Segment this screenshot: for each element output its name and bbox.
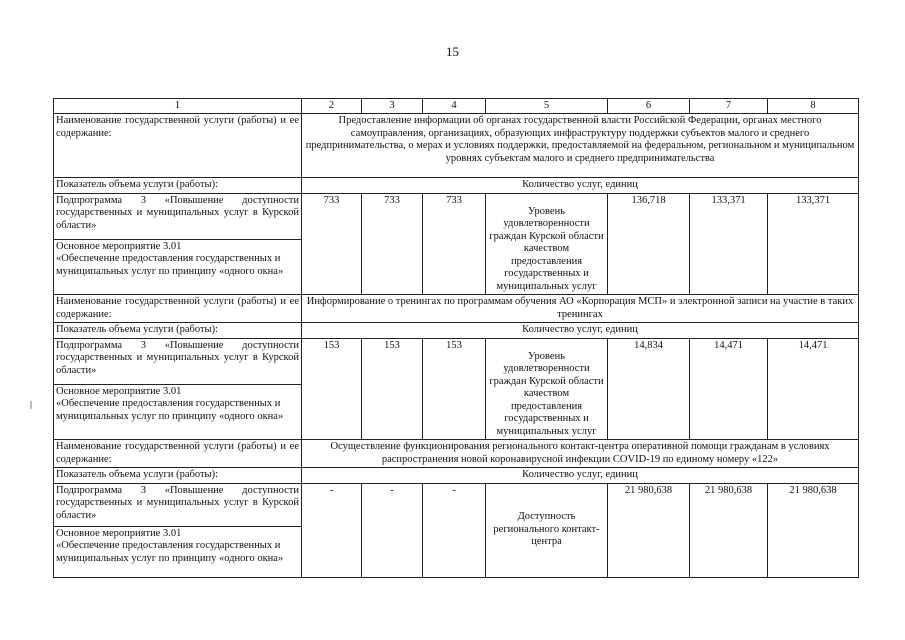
header-row <box>54 99 859 114</box>
measure-text: Доступность регионального контакт-центра <box>486 483 608 577</box>
indicator-label: Показатель объема услуги (работы): <box>54 323 302 339</box>
value-col-7: 21 980,638 <box>690 483 768 577</box>
indicator-row <box>54 468 859 484</box>
header-col-2: 2 <box>302 99 362 114</box>
header-col-3: 3 <box>362 99 423 114</box>
value-col-7: 133,371 <box>690 193 768 295</box>
event-text: Основное мероприятие 3.01 «Обеспечение предоставления государственных и муниципальных услуг по принципу «одного окна» <box>54 384 302 439</box>
indicator-value: Количество услуг, единиц <box>302 468 859 484</box>
header-col-4: 4 <box>423 99 486 114</box>
header-col-5: 5 <box>486 99 608 114</box>
page-number: 15 <box>446 44 459 59</box>
value-col-7: 14,471 <box>690 338 768 440</box>
measure-text: Уровень удовлетворенности граждан Курской области качеством предоставления государственных и муниципальных услуг <box>486 193 608 295</box>
service-name-row <box>54 114 859 178</box>
value-col-8: 14,471 <box>768 338 859 440</box>
subprogram-row <box>54 338 859 384</box>
value-col-8: 21 980,638 <box>768 483 859 577</box>
services-table <box>53 98 859 578</box>
measure-text: Уровень удовлетворенности граждан Курской области качеством предоставления государственных и муниципальных услуг <box>486 338 608 440</box>
subprogram-row <box>54 193 859 239</box>
value-col-3: 733 <box>362 193 423 295</box>
value-col-8: 133,371 <box>768 193 859 295</box>
value-col-2: 153 <box>302 338 362 440</box>
service-name-label: Наименование государственной услуги (работы) и ее содержание: <box>54 440 302 468</box>
subprogram-text: Подпрограмма 3 «Повышение доступности государственных и муниципальных услуг в Курской области» <box>54 483 302 526</box>
margin-mark <box>30 401 32 409</box>
value-col-4: 733 <box>423 193 486 295</box>
indicator-row <box>54 323 859 339</box>
indicator-row <box>54 178 859 194</box>
service-name-label: Наименование государственной услуги (работы) и ее содержание: <box>54 114 302 178</box>
subprogram-row <box>54 483 859 526</box>
service-description: Информирование о тренингах по программам обучения АО «Корпорация МСП» и электронной записи на участие в таких тренингах <box>302 295 859 323</box>
value-col-3: - <box>362 483 423 577</box>
indicator-value: Количество услуг, единиц <box>302 178 859 194</box>
value-col-6: 14,834 <box>608 338 690 440</box>
subprogram-text: Подпрограмма 3 «Повышение доступности государственных и муниципальных услуг в Курской области» <box>54 193 302 239</box>
header-col-6: 6 <box>608 99 690 114</box>
value-col-6: 21 980,638 <box>608 483 690 577</box>
event-text: Основное мероприятие 3.01 «Обеспечение предоставления государственных и муниципальных услуг по принципу «одного окна» <box>54 239 302 294</box>
header-col-1: 1 <box>54 99 302 114</box>
value-col-3: 153 <box>362 338 423 440</box>
value-col-2: - <box>302 483 362 577</box>
service-name-row <box>54 440 859 468</box>
value-col-4: 153 <box>423 338 486 440</box>
service-description: Предоставление информации об органах государственной власти Российской Федерации, органах местного самоуправления, организациях, образующих инфраструктуру поддержки субъектов малого и среднего предпринимательства, о мерах и условиях поддержки, предоставляемой на федеральном, региональном и муниципальном уровнях субъектам малого и среднего предпринимательства <box>302 114 859 178</box>
service-description: Осуществление функционирования регионального контакт-центра оперативной помощи гражданам в условиях распространения новой коронавирусной инфекции COVID-19 по единому номеру «122» <box>302 440 859 468</box>
header-col-8: 8 <box>768 99 859 114</box>
event-text: Основное мероприятие 3.01 «Обеспечение предоставления государственных и муниципальных услуг по принципу «одного окна» <box>54 526 302 577</box>
indicator-label: Показатель объема услуги (работы): <box>54 468 302 484</box>
service-name-row <box>54 295 859 323</box>
indicator-value: Количество услуг, единиц <box>302 323 859 339</box>
service-name-label: Наименование государственной услуги (работы) и ее содержание: <box>54 295 302 323</box>
header-col-7: 7 <box>690 99 768 114</box>
indicator-label: Показатель объема услуги (работы): <box>54 178 302 194</box>
value-col-4: - <box>423 483 486 577</box>
value-col-2: 733 <box>302 193 362 295</box>
subprogram-text: Подпрограмма 3 «Повышение доступности государственных и муниципальных услуг в Курской области» <box>54 338 302 384</box>
value-col-6: 136,718 <box>608 193 690 295</box>
